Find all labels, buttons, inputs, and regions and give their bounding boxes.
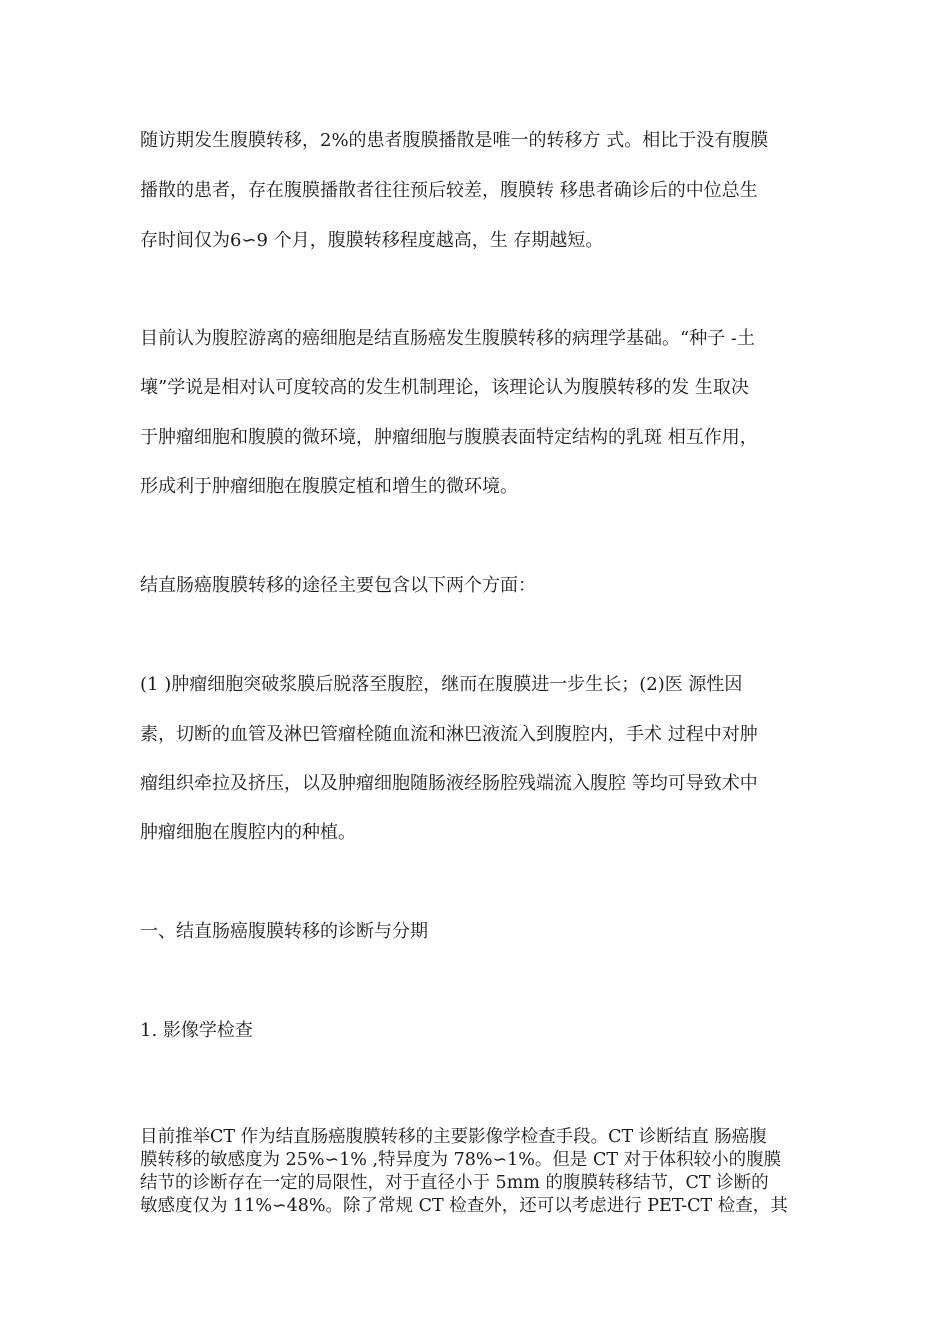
paragraph-2-line-4: 形成利于肿瘤细胞在腹膜定植和增生的微环境。 bbox=[140, 476, 518, 497]
paragraph-2-line-3: 于肿瘤细胞和腹膜的微环境，肿瘤细胞与腹膜表面特定结构的乳斑 相互作用， bbox=[140, 427, 758, 448]
paragraph-4-line-3: 瘤组织牵拉及挤压，以及肿瘤细胞随肠液经肠腔残端流入腹腔 等均可导致术中 bbox=[140, 773, 758, 794]
paragraph-2-line-1: 目前认为腹腔游离的癌细胞是结直肠癌发生腹膜转移的病理学基础。“种子 -土 bbox=[140, 328, 756, 349]
paragraph-1-line-3: 存时间仅为6∽9 个月，腹膜转移程度越高，生 存期越短。 bbox=[140, 230, 604, 251]
paragraph-2-line-2: 壤”学说是相对认可度较高的发生机制理论，该理论认为腹膜转移的发 生取决 bbox=[140, 377, 749, 398]
paragraph-5-line-3: 结节的诊断存在一定的局限性，对于直径小于 5mm 的腹膜转移结节，CT 诊断的 bbox=[140, 1173, 769, 1193]
paragraph-3-line-1: 结直肠癌腹膜转移的途径主要包含以下两个方面： bbox=[140, 575, 536, 596]
paragraph-1-line-1: 随访期发生腹膜转移，2%的患者腹膜播散是唯一的转移方 式。相比于没有腹膜 bbox=[140, 130, 769, 151]
paragraph-5-line-2: 膜转移的敏感度为 25%∽1% ,特异度为 78%∽1%。但是 CT 对于体积较小的腹膜 bbox=[140, 1150, 782, 1170]
paragraph-4-line-4: 肿瘤细胞在腹腔内的种植。 bbox=[140, 822, 356, 843]
section-heading: 一、结直肠癌腹膜转移的诊断与分期 bbox=[140, 921, 428, 942]
paragraph-5-line-1: 目前推举CT 作为结直肠癌腹膜转移的主要影像学检查手段。CT 诊断结直 肠癌腹 bbox=[140, 1127, 767, 1147]
paragraph-4-line-2: 素，切断的血管及淋巴管瘤栓随血流和淋巴液流入到腹腔内，手术 过程中对肿 bbox=[140, 724, 758, 745]
paragraph-4-line-1: (1 )肿瘤细胞突破浆膜后脱落至腹腔，继而在腹膜进一步生长；(2)医 源性因 bbox=[140, 674, 743, 695]
paragraph-5-line-4: 敏感度仅为 11%∽48%。除了常规 CT 检查外，还可以考虑进行 PET-CT 检查，其 bbox=[140, 1196, 788, 1216]
paragraph-1-line-2: 播散的患者，存在腹膜播散者往往预后较差，腹膜转 移患者确诊后的中位总生 bbox=[140, 180, 758, 201]
subsection-heading: 1. 影像学检查 bbox=[140, 1020, 253, 1041]
